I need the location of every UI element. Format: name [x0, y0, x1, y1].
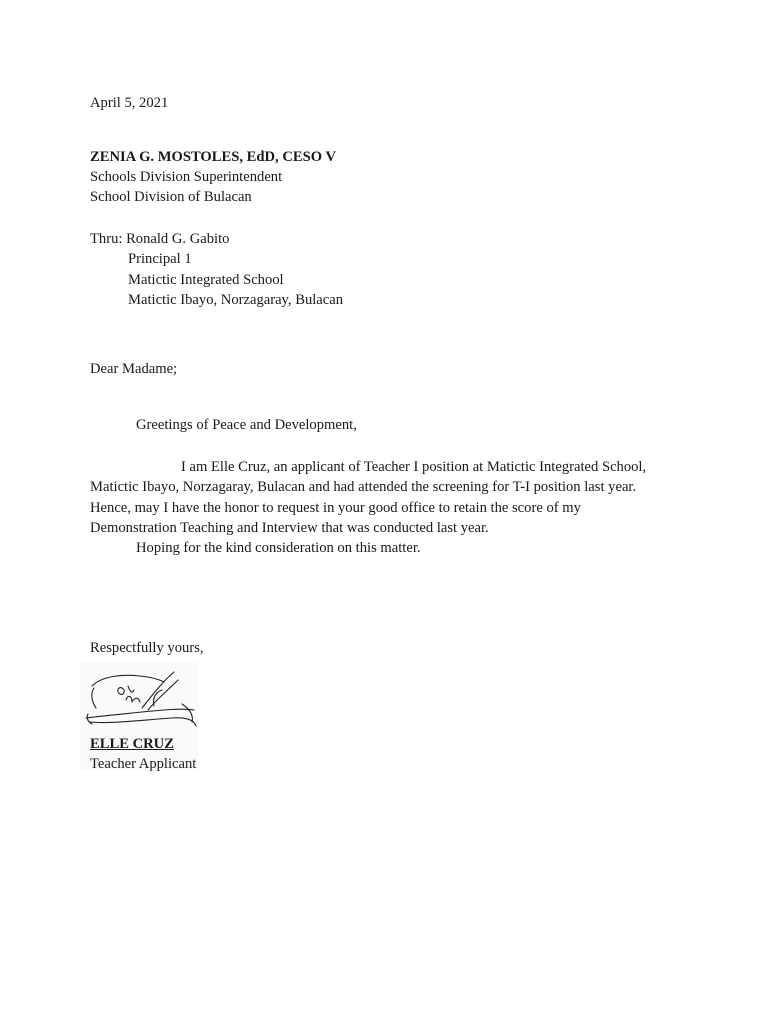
salutation: Dear Madame;: [90, 361, 178, 377]
body-line: Matictic Ibayo, Norzagaray, Bulacan and had attended the screening for T-I position last year.: [90, 479, 637, 495]
thru-line: Thru: Ronald G. Gabito: [90, 231, 230, 247]
letter-date: April 5, 2021: [90, 95, 169, 111]
thru-position: Principal 1: [128, 251, 192, 267]
thru-address: Matictic Ibayo, Norzagaray, Bulacan: [128, 292, 344, 308]
recipient-title: Schools Division Superintendent: [90, 169, 283, 185]
closing: Respectfully yours,: [90, 640, 204, 656]
handwritten-signature: [82, 668, 202, 738]
body-line: I am Elle Cruz, an applicant of Teacher I position at Matictic Integrated School,: [181, 459, 647, 475]
body-line: Hence, may I have the honor to request in your good office to retain the score of my: [90, 500, 581, 516]
signatory-role: Teacher Applicant: [90, 756, 197, 772]
thru-school: Matictic Integrated School: [128, 272, 284, 288]
signatory-name: ELLE CRUZ: [90, 736, 174, 752]
recipient-name: ZENIA G. MOSTOLES, EdD, CESO V: [90, 149, 337, 165]
closing-paragraph: Hoping for the kind consideration on this matter.: [136, 540, 421, 556]
body-line: Demonstration Teaching and Interview that was conducted last year.: [90, 520, 489, 536]
recipient-office: School Division of Bulacan: [90, 189, 252, 205]
greeting: Greetings of Peace and Development,: [136, 417, 357, 433]
